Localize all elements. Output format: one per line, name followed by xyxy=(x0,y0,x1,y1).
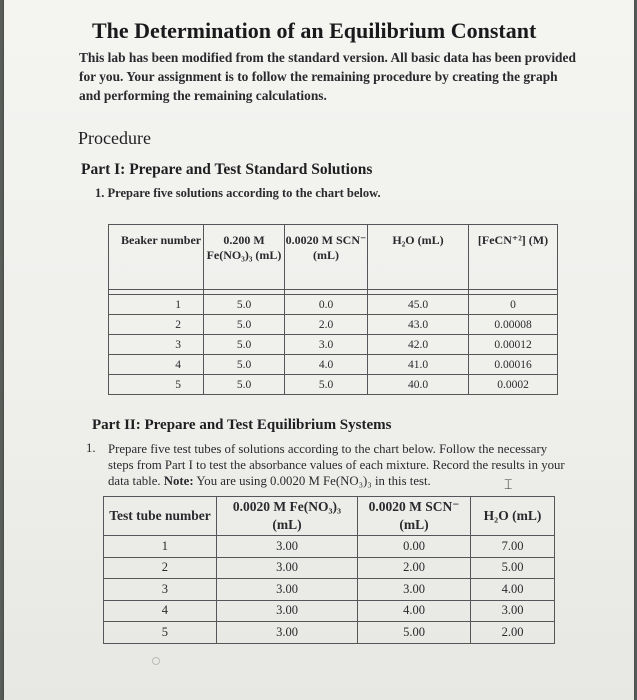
t2-cell: 5 xyxy=(104,622,217,644)
t2-cell: 3.00 xyxy=(358,579,471,601)
scroll-dot-icon xyxy=(152,657,160,665)
intro-paragraph: This lab has been modified from the standard version. All basic data has been provided for you. Your assignment is to follow the remaining procedure by creating the graph and performing the remaining calculations. xyxy=(79,50,576,103)
t2-header: 0.0020 M Fe(NO₃)₃ (mL) xyxy=(217,497,358,536)
t2-cell: 2.00 xyxy=(358,557,471,579)
t2-cell: 3 xyxy=(104,579,217,601)
t1-cell: 5.0 xyxy=(204,355,285,375)
table-row xyxy=(104,557,555,579)
t1-header: 0.0020 M SCN⁻ (mL) xyxy=(285,225,368,290)
t1-header: Beaker number xyxy=(109,225,204,290)
t2-header: H₂O (mL) xyxy=(471,497,555,536)
part1-step: 1. Prepare five solutions according to the chart below. xyxy=(95,186,381,200)
table-row xyxy=(109,295,558,315)
table-row xyxy=(104,600,555,622)
t2-cell: 3.00 xyxy=(217,579,358,601)
t1-cell: 5.0 xyxy=(204,335,285,355)
t2-cell: 0.00 xyxy=(358,536,471,558)
t1-cell: 0.0002 xyxy=(469,375,558,395)
t2-cell: 3.00 xyxy=(217,600,358,622)
t1-cell: 40.0 xyxy=(368,375,469,395)
t2-cell: 4.00 xyxy=(358,600,471,622)
part2-step xyxy=(108,441,568,489)
t2-cell: 3.00 xyxy=(217,557,358,579)
t1-cell: 5.0 xyxy=(204,315,285,335)
t1-cell: 0.0 xyxy=(285,295,368,315)
t2-cell: 1 xyxy=(104,536,217,558)
procedure-heading: Procedure xyxy=(78,128,151,148)
t2-cell: 3.00 xyxy=(217,622,358,644)
table-row xyxy=(104,579,555,601)
table-row xyxy=(109,335,558,355)
t1-cell: 0 xyxy=(469,295,558,315)
t1-cell: 4 xyxy=(109,355,204,375)
t1-cell: 0.00012 xyxy=(469,335,558,355)
t1-header: H₂O (mL) xyxy=(368,225,469,290)
t1-header: [FeCN⁺²] (M) xyxy=(469,225,558,290)
equilibrium-systems-table xyxy=(103,496,555,644)
t1-cell: 5.0 xyxy=(204,375,285,395)
t2-cell: 7.00 xyxy=(471,536,555,558)
t2-cell: 3.00 xyxy=(471,600,555,622)
t2-cell: 4.00 xyxy=(471,579,555,601)
t2-header: 0.0020 M SCN⁻ (mL) xyxy=(358,497,471,536)
t1-cell: 5 xyxy=(109,375,204,395)
t1-cell: 1 xyxy=(109,295,204,315)
t1-cell: 42.0 xyxy=(368,335,469,355)
t2-cell: 5.00 xyxy=(471,557,555,579)
text-cursor-icon: ⌶ xyxy=(504,478,513,493)
table-row xyxy=(109,355,558,375)
t1-cell: 5.0 xyxy=(204,295,285,315)
t2-cell: 5.00 xyxy=(358,622,471,644)
t1-cell: 41.0 xyxy=(368,355,469,375)
t1-cell: 0.00008 xyxy=(469,315,558,335)
t1-cell: 43.0 xyxy=(368,315,469,335)
table-row xyxy=(109,315,558,335)
t2-cell: 3.00 xyxy=(217,536,358,558)
t2-cell: 4 xyxy=(104,600,217,622)
part2-step-text: Prepare five test tubes of solutions according to the chart below. Follow the necessary steps from Part I to test the absorbance values of each mixture. Record the results in your data table. xyxy=(108,442,565,488)
t2-cell: 2.00 xyxy=(471,622,555,644)
document-page xyxy=(4,0,634,700)
table-row xyxy=(104,536,555,558)
part2-heading: Part II: Prepare and Test Equilibrium Systems xyxy=(92,417,392,433)
part1-heading: Part I: Prepare and Test Standard Solutions xyxy=(81,161,373,178)
t1-header: 0.200 M Fe(NO₃)₃ (mL) xyxy=(204,225,285,290)
note-label: Note: xyxy=(163,474,194,488)
t1-cell: 3 xyxy=(109,335,204,355)
part2-step-note: You are using 0.0020 M Fe(NO₃)₃ in this test. xyxy=(193,474,431,488)
page-title: The Determination of an Equilibrium Constant xyxy=(92,18,537,43)
t1-cell: 2.0 xyxy=(285,315,368,335)
t1-cell: 4.0 xyxy=(285,355,368,375)
t1-cell: 5.0 xyxy=(285,375,368,395)
table-row xyxy=(104,622,555,644)
part2-step-number: 1. xyxy=(86,441,96,455)
t1-cell: 45.0 xyxy=(368,295,469,315)
t1-cell: 3.0 xyxy=(285,335,368,355)
t1-cell: 0.00016 xyxy=(469,355,558,375)
standard-solutions-table xyxy=(108,224,558,395)
table-row xyxy=(109,375,558,395)
t2-header: Test tube number xyxy=(104,497,217,536)
t2-cell: 2 xyxy=(104,557,217,579)
t1-cell: 2 xyxy=(109,315,204,335)
